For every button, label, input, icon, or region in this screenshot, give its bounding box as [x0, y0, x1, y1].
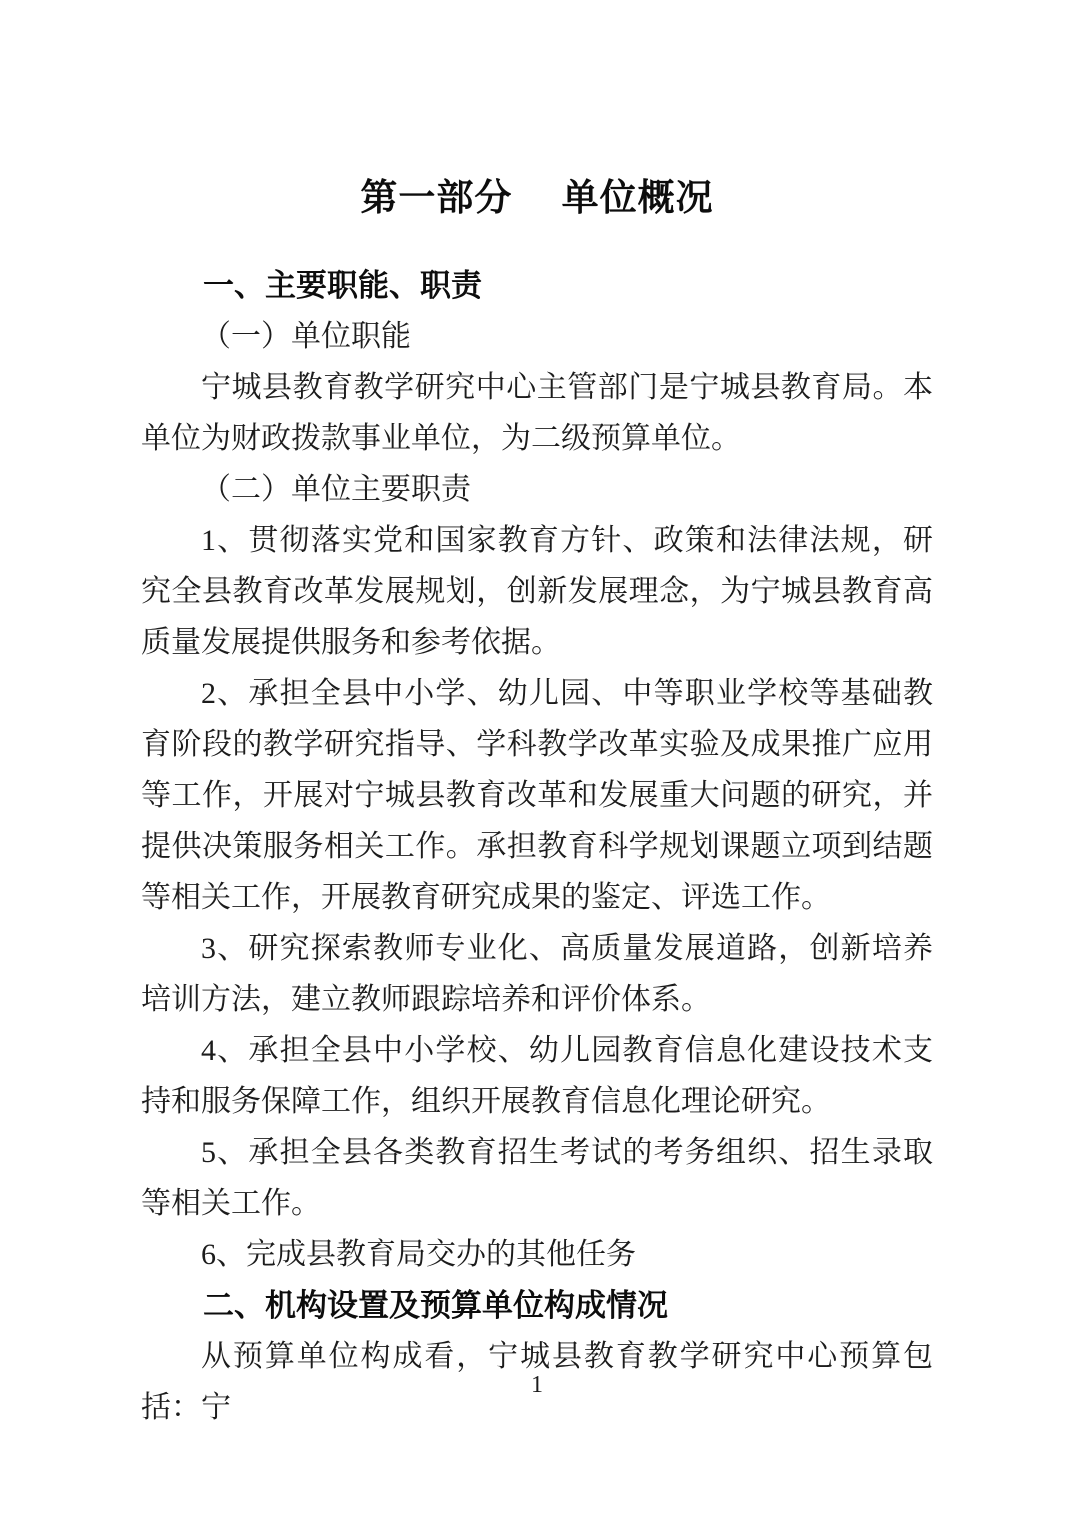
subsection-heading-unit-responsibilities: （二）单位主要职责	[201, 473, 471, 506]
paragraph-budget-composition: 从预算单位构成看，宁城县教育教学研究中心预算包括：宁	[141, 1340, 933, 1424]
paragraph-responsibility-4: 4、承担全县中小学校、幼儿园教育信息化建设技术支持和服务保障工作，组织开展教育信息化理论研究。	[141, 1034, 933, 1118]
subsection-heading-unit-functions: （一）单位职能	[201, 320, 411, 353]
paragraph-responsibility-5: 5、承担全县各类教育招生考试的考务组织、招生录取等相关工作。	[141, 1136, 933, 1220]
paragraph-responsibility-1: 1、贯彻落实党和国家教育方针、政策和法律法规，研究全县教育改革发展规划，创新发展理念，为宁城县教育高质量发展提供服务和参考依据。	[141, 524, 933, 659]
paragraph-responsibility-3: 3、研究探索教师专业化、高质量发展道路，创新培养培训方法，建立教师跟踪培养和评价体系。	[141, 932, 933, 1016]
paragraph-responsibility-6: 6、完成县教育局交办的其他任务	[201, 1238, 636, 1271]
page-content	[141, 0, 933, 1433]
paragraph-responsibility-2: 2、承担全县中小学、幼儿园、中等职业学校等基础教育阶段的教学研究指导、学科教学改革实验及成果推广应用等工作，开展对宁城县教育改革和发展重大问题的研究，并提供决策服务相关工作。承担教育科学规划课题立项到结题等相关工作，开展教育研究成果的鉴定、评选工作。	[141, 677, 933, 914]
document-title: 第一部分 单位概况	[360, 177, 714, 218]
paragraph-unit-functions: 宁城县教育教学研究中心主管部门是宁城县教育局。本单位为财政拨款事业单位，为二级预算单位。	[141, 371, 933, 455]
section-heading-org-structure: 二、机构设置及预算单位构成情况	[203, 1288, 668, 1323]
page-number: 1	[531, 1372, 543, 1398]
section-heading-main-duties: 一、主要职能、职责	[203, 268, 482, 303]
